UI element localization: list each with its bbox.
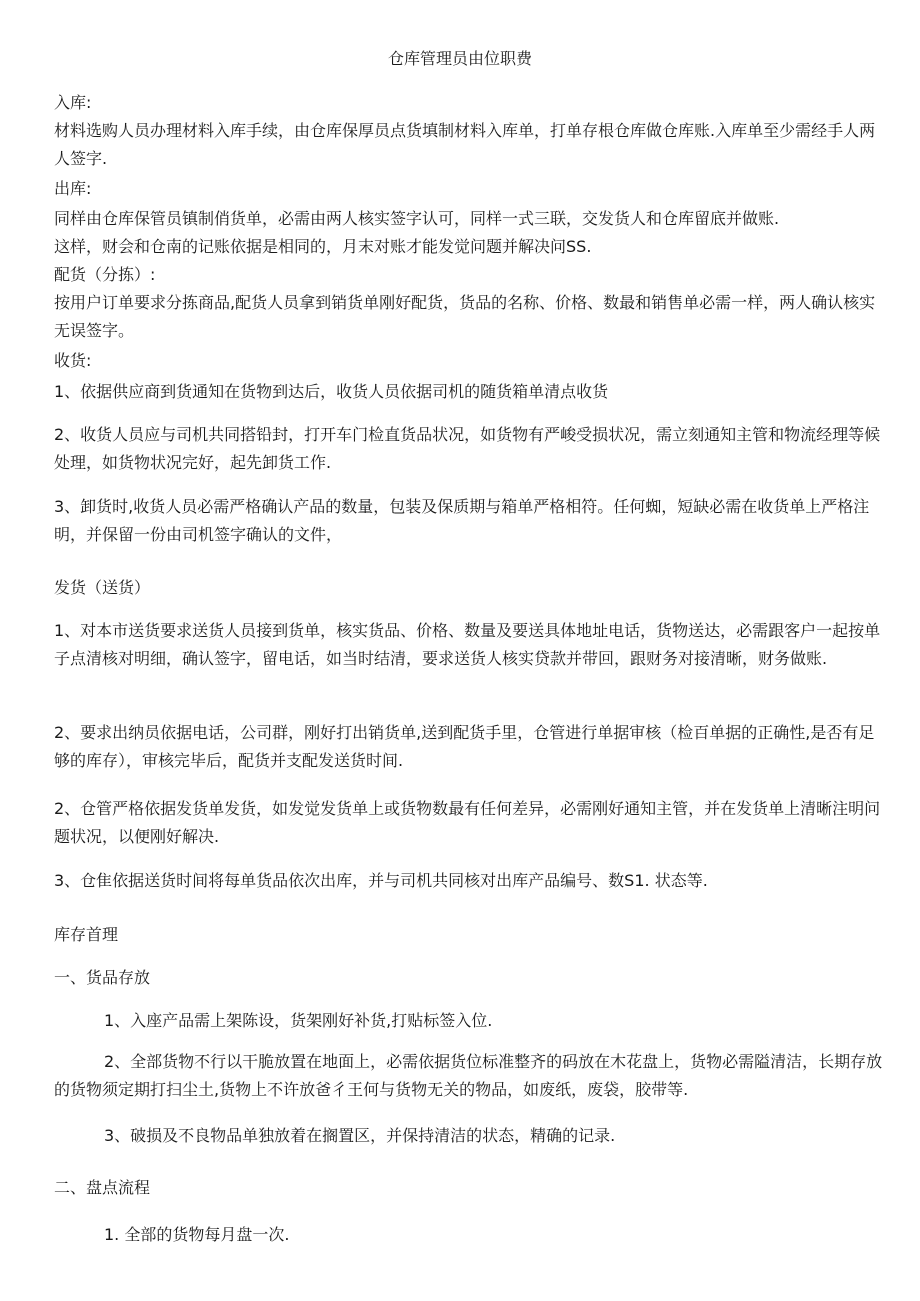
storage-item-2: 2、全部货物不行以干脆放置在地面上，必需依据货位标准整齐的码放在木花盘上，货物必需隘清洁，长期存放的货物须定期打扫尘土,货物上不许放爸彳王何与货物无关的物品，如废纸，废袋，胶带等. xyxy=(54,1052,883,1099)
receiving-heading: 收货: xyxy=(54,351,92,370)
delivery-item-3: 2、仓管严格依据发货单发货，如发觉发货单上或货物数最有任何差异，必需刚好通知主管，并在发货单上清晰注明问题状况，以便刚好解决. xyxy=(54,799,881,846)
picking-paragraph: 按用户订单要求分拣商品,配货人员拿到销货单刚好配货，货品的名称、价格、数最和销售单必需一样，两人确认核实无误签字。 xyxy=(54,293,876,340)
inventory-heading: 库存首理 xyxy=(54,925,119,944)
storage-section-heading: 一、货品存放 xyxy=(54,968,151,987)
storage-item-1: 1、入座产品需上架陈设，货架刚好补货,打贴标签入位. xyxy=(104,1011,493,1030)
receiving-item-3: 3、卸货时,收货人员必需严格确认产品的数量，包装及保质期与箱单严格相符。任何蜘，短缺必需在收货单上严格注明，并保留一份由司机签字确认的文件， xyxy=(54,497,870,544)
stocktake-section-heading: 二、盘点流程 xyxy=(54,1178,151,1197)
inbound-heading: 入库: xyxy=(54,93,92,112)
receiving-item-1: 1、依据供应商到货通知在货物到达后，收货人员依据司机的随货箱单清点收货 xyxy=(54,382,609,401)
delivery-item-4: 3、仓隹依据送货时间将每单货品依次出库，并与司机共同核对出库产品编号、数S1. 状态等. xyxy=(54,871,708,890)
receiving-item-2: 2、收货人员应与司机共同搭铅封，打开车门检直货品状况，如货物有严峻受损状况，需立刻通知主管和物流经理等候处理，如货物状况完好，起先卸货工作. xyxy=(54,425,881,472)
document-title: 仓库管理员由位职费 xyxy=(387,49,532,68)
storage-item-3: 3、破损及不良物品单独放着在搁置区，并保持清洁的状态，精确的记录. xyxy=(104,1126,616,1145)
outbound-paragraph-1: 同样由仓库保管员镇制俏货单，必需由两人核实签字认可，同样一式三联，交发货人和仓库留底并做账. xyxy=(54,209,780,228)
stocktake-item-1: 1. 全部的货物每月盘一次. xyxy=(104,1225,290,1244)
inbound-paragraph: 材料选购人员办理材料入库手续，由仓库保厚员点货填制材料入库单，打单存根仓库做仓库账.入库单至少需经手人两人签字. xyxy=(54,121,876,168)
delivery-heading: 发货（送货） xyxy=(54,578,151,597)
outbound-paragraph-2: 这样，财会和仓南的记账依据是相同的，月末对账才能发觉问题并解决问SS. xyxy=(54,237,592,256)
delivery-item-1: 1、对本市送货要求送货人员接到货单，核实货品、价格、数量及要送具体地址电话，货物送达，必需跟客户一起按单子点清核对明细，确认签字，留电话，如当时结清，要求送货人核实贷款并带回，跟财务对接清晰，财务做账. xyxy=(54,621,881,668)
picking-heading: 配货（分拣）: xyxy=(54,265,156,284)
outbound-heading: 出库: xyxy=(54,179,92,198)
delivery-item-2: 2、要求出纳员依据电话，公司群，刚好打出销货单,送到配货手里，仓管进行单据审核（检百单据的正确性,是否有足够的库存），审核完毕后，配货并支配发送货时间. xyxy=(54,723,875,770)
